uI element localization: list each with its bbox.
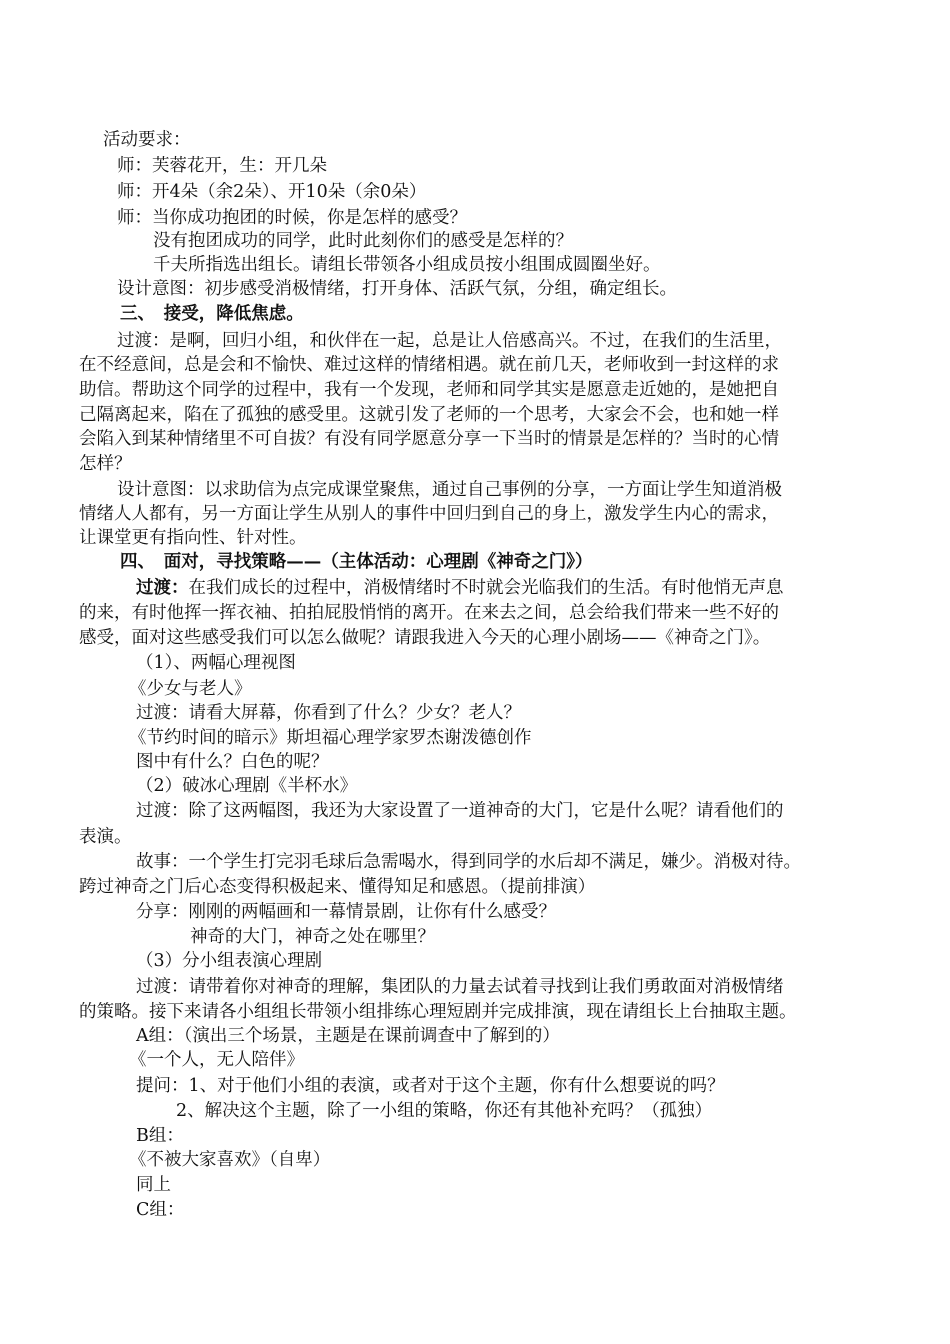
text-line: 图中有什么？白色的呢？	[136, 752, 329, 772]
text-line: 没有抱团成功的同学，此时此刻你们的感受是怎样的？	[153, 231, 573, 251]
section-heading: 四、 面对，寻找策略——（主体活动：心理剧《神奇之门》）	[120, 552, 593, 572]
text-line: B组：	[136, 1126, 184, 1146]
text-line: 己隔离起来，陷在了孤独的感受里。这就引发了老师的一个思考，大家会不会，也和她一样	[79, 405, 779, 425]
text-line: 师：开4朵（余2朵）、开10朵（余0朵）	[117, 182, 427, 202]
text-line: 感受，面对这些感受我们可以怎么做呢？请跟我进入今天的心理小剧场——《神奇之门》。	[79, 628, 771, 648]
text-line: 过渡：请带着你对神奇的理解，集团队的力量去试着寻找到让我们勇敢面对消极情绪	[136, 977, 784, 997]
text-line: 的来，有时他挥一挥衣袖、拍拍屁股悄悄的离开。在来去之间，总会给我们带来一些不好的	[79, 603, 779, 623]
text-line: 让课堂更有指向性、针对性。	[79, 528, 307, 548]
text-line: 在不经意间，总是会和不愉快、难过这样的情绪相遇。就在前几天，老师收到一封这样的求	[79, 355, 779, 375]
bold-label: 过渡：	[136, 578, 189, 598]
text-line: 《不被大家喜欢》（自卑）	[129, 1150, 331, 1170]
text-line: 师：芙蓉花开，生：开几朵	[117, 156, 327, 176]
text-line: 分享：刚刚的两幅画和一幕情景剧，让你有什么感受？	[136, 902, 556, 922]
text-line: 活动要求：	[103, 130, 191, 150]
text-line: 故事：一个学生打完羽毛球后急需喝水，得到同学的水后却不满足，嫌少。消极对待。	[136, 852, 801, 872]
text-line: 2、解决这个主题，除了一小组的策略，你还有其他补充吗？（孤独）	[176, 1101, 713, 1121]
text-line: 的策略。接下来请各小组组长带领小组排练心理短剧并完成排演，现在请组长上台抽取主题。	[79, 1002, 797, 1022]
text-line: 情绪人人都有，另一方面让学生从别人的事件中回归到自己的身上，激发学生内心的需求，	[79, 504, 779, 524]
text-line: 表演。	[79, 827, 132, 847]
text-line: （2）破冰心理剧《半杯水》	[136, 776, 358, 796]
text-line: 神奇的大门，神奇之处在哪里？	[190, 927, 435, 947]
text-line: 怎样？	[79, 454, 132, 474]
text-line: 千夫所指选出组长。请组长带领各小组成员按小组围成圆圈坐好。	[153, 255, 661, 275]
text-line: 《节约时间的暗示》斯坦福心理学家罗杰谢泼德创作	[129, 728, 532, 748]
section-heading: 三、 接受，降低焦虑。	[120, 304, 304, 324]
text-line: 提问：1、对于他们小组的表演，或者对于这个主题，你有什么想要说的吗？	[136, 1076, 725, 1096]
text-line: 师：当你成功抱团的时候，你是怎样的感受？	[117, 208, 467, 228]
text-line: 设计意图：以求助信为点完成课堂聚焦，通过自己事例的分享，一方面让学生知道消极	[117, 480, 782, 500]
text-line: 《少女与老人》	[129, 679, 252, 699]
text-line: C组：	[136, 1200, 185, 1220]
text-line: 过渡：是啊，回归小组，和伙伴在一起，总是让人倍感高兴。不过，在我们的生活里，	[117, 331, 782, 351]
text-line: 设计意图：初步感受消极情绪，打开身体、活跃气氛，分组，确定组长。	[117, 279, 677, 299]
text-line: A组：（演出三个场景，主题是在课前调查中了解到的）	[136, 1026, 560, 1046]
text-line: 《一个人，无人陪伴》	[129, 1050, 304, 1070]
text-line: （3）分小组表演心理剧	[136, 951, 323, 971]
text-line: 助信。帮助这个同学的过程中，我有一个发现，老师和同学其实是愿意走近她的，是她把自	[79, 380, 779, 400]
text-line-body: 在我们成长的过程中，消极情绪时不时就会光临我们的生活。有时他悄无声息	[188, 578, 784, 598]
text-line: 跨过神奇之门后心态变得积极起来、懂得知足和感恩。（提前排演）	[79, 877, 596, 897]
text-line	[136, 575, 784, 601]
text-line: 过渡：除了这两幅图，我还为大家设置了一道神奇的大门，它是什么呢？请看他们的	[136, 801, 784, 821]
text-line: 同上	[136, 1175, 171, 1195]
text-line: （1）、两幅心理视图	[136, 653, 296, 673]
text-line: 过渡：请看大屏幕，你看到了什么？少女？老人？	[136, 703, 521, 723]
text-line: 会陷入到某种情绪里不可自拔？有没有同学愿意分享一下当时的情景是怎样的？当时的心情	[79, 429, 779, 449]
